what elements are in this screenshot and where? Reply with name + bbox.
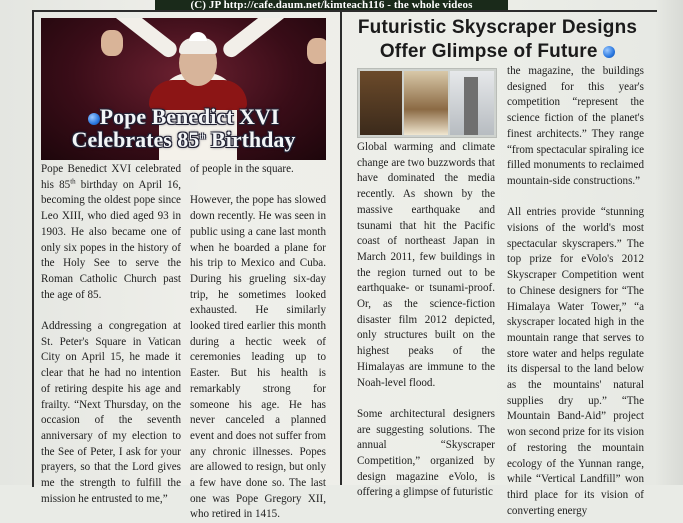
right-title-line1: Futuristic Skyscraper Designs	[357, 17, 638, 38]
paragraph: All entries provide “stunning visions of the world's most spectacular skyscrapers.” The top prize for eVolo's 2012 Skyscraper Competition went to Chinese designers for “The Himalaya Water Tower,” “a skyscraper located high in the mountain range that serves to store water and helps regulate its dispersal to the land below as the mountains' natural supplies dry up.” “The Mountain Band-Aid” project won second prize for its vision of restoring the mountain ecology of the Yunnan range, while “Vertical Landfill” won third place for its vision of converting energy	[507, 206, 644, 517]
right-column-1	[357, 140, 495, 501]
paragraph: Pope Benedict XVI celebrated his 85th birthday on April 16, becoming the oldest pope since Leo XIII, who died aged 93 in 1903. He also became one of only six popes in the history of the Holy See to serve the Roman Catholic Church past the age of 85.	[41, 163, 181, 301]
column-divider	[340, 12, 342, 485]
page-edge-shadow	[655, 0, 683, 485]
photo-zucchetto	[189, 32, 207, 41]
left-headline	[41, 105, 326, 151]
right-title-line2: Offer Glimpse of Future	[379, 41, 598, 62]
right-title	[350, 16, 645, 64]
paragraph: of people in the square.	[190, 163, 294, 175]
photo-hand-left	[101, 30, 123, 56]
photo-hand-right	[307, 38, 326, 64]
left-headline-line2b: Birthday	[205, 127, 296, 152]
photo-arm-right	[220, 18, 293, 60]
blue-bullet-icon	[603, 46, 615, 58]
blue-bullet-icon	[88, 113, 100, 125]
left-column-2	[190, 162, 326, 523]
right-column-2	[507, 64, 644, 519]
watermark-banner: (C) JP http://cafe.daum.net/kimteach116 - the whole videos	[155, 0, 508, 11]
paragraph: However, the pope has slowed down recently. He was seen in public using a cane last month when he boarded a plane for his trip to Mexico and Cuba. During his grueling six-day trip, he sometimes looked exhausted. He similarly looked tired earlier this month during a hectic week of ceremonies leading up to Easter. But his health is remarkably strong for someone his age. He has never canceled a planned event and does not suffer from any chronic illnesses. Popes are allowed to resign, but only a few have done so. The last one was Pope Gregory XII, who retired in 1415.	[190, 194, 326, 521]
paragraph: Global warming and climate change are two buzzwords that have dominated the media recently. As shown by the massive earthquake and tsunami that hit the Pacific coast of northeast Japan in March 2011, few buildings in the region turned out to be earthquake- or tsunami-proof. Or, as the science-fiction disaster film 2012 depicted, only structures built on the highest peaks of the Himalayas are immune to the Noah-level flood.	[357, 141, 495, 389]
thumb-panel-1	[360, 71, 402, 135]
left-column-1	[41, 162, 181, 507]
paragraph: the magazine, the buildings designed for this year's competition “represent the science fiction of the planet's finest architects.” They range “from spectacular spiraling ice filled monuments to reclaimed mountain-side constructions.”	[507, 65, 644, 187]
paragraph: Some architectural designers are suggesting solutions. The annual “Skyscraper Competition,” organized by design magazine eVolo, is offering a glimpse of futuristic	[357, 407, 495, 499]
left-headline-sup: th	[199, 132, 206, 141]
thumb-tower	[464, 77, 478, 135]
paragraph: Addressing a congregation at St. Peter's Square in Vatican City on April 15, he made it clear that he had no intention of retiring despite his age and frailty. “Next Thursday, on the occasion of the seventh anniversary of my election to the See of Peter, I ask for your prayers, so that the Lord gives me the strength to fulfill the mission he entrusted to me,”	[41, 320, 181, 505]
left-headline-line1: Pope Benedict XVI	[99, 104, 280, 129]
thumb-panel-2	[404, 71, 448, 135]
left-headline-line2a: Celebrates 85	[71, 127, 200, 152]
skyscraper-thumbnail	[357, 68, 497, 138]
